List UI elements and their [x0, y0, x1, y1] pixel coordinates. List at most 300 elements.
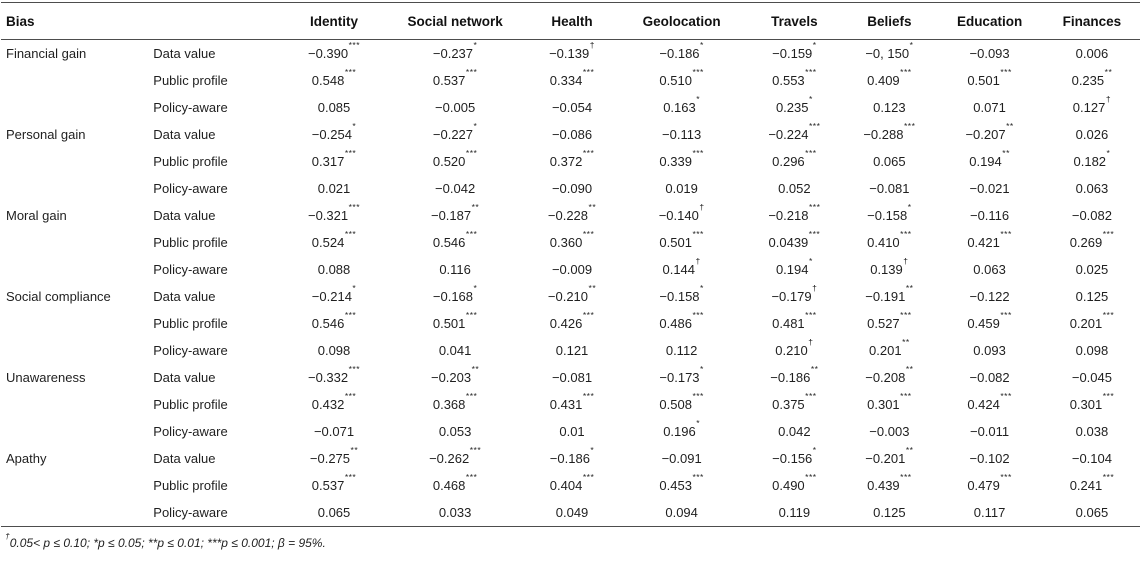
significance-marker: *** — [900, 472, 912, 483]
cell-value: 0.269 — [1069, 235, 1103, 250]
significance-marker: *** — [692, 67, 704, 78]
significance-marker: *** — [344, 229, 357, 240]
table-row — [1, 175, 1140, 202]
table-cell — [284, 283, 384, 310]
cell-value: 0.139 — [870, 262, 903, 277]
row-label: Data value — [153, 127, 216, 142]
cell-value: −0.203 — [430, 370, 472, 385]
cell-value: 0.375 — [772, 397, 805, 412]
cell-value: 0.071 — [973, 100, 1006, 115]
cell-value: −0.042 — [435, 181, 476, 196]
table-cell — [284, 310, 384, 337]
table-cell — [843, 364, 935, 391]
table-cell — [618, 229, 745, 256]
table-cell — [745, 94, 843, 121]
significance-marker: ** — [810, 364, 819, 375]
table-row — [1, 337, 1140, 364]
table-cell — [526, 148, 618, 175]
column-header: Education — [935, 3, 1044, 40]
significance-marker: *** — [344, 391, 357, 402]
table-cell — [384, 499, 526, 527]
significance-marker: * — [909, 40, 914, 51]
table-cell — [618, 283, 745, 310]
table-cell — [284, 148, 384, 175]
table-cell — [618, 310, 745, 337]
cell-value: 0.468 — [432, 478, 466, 493]
table-cell — [843, 229, 935, 256]
row-label: Public profile — [153, 316, 228, 331]
table-cell — [526, 337, 618, 364]
cell-value: 0.537 — [311, 478, 345, 493]
row-label: Data value — [153, 46, 216, 61]
table-cell — [384, 364, 526, 391]
cell-value: −0.191 — [865, 289, 906, 304]
table-cell — [618, 175, 745, 202]
cell-value: 0.006 — [1075, 46, 1109, 61]
table-cell — [526, 256, 618, 283]
table-cell — [843, 40, 935, 68]
cell-value: 0.501 — [967, 73, 1000, 88]
significance-marker: *** — [1102, 472, 1115, 483]
significance-marker: *** — [805, 148, 817, 159]
table-cell — [745, 337, 843, 364]
significance-marker: ** — [588, 283, 597, 294]
significance-marker: ** — [471, 202, 480, 213]
cell-value: −0.139 — [549, 46, 590, 61]
cell-value: 0.301 — [867, 397, 900, 412]
cell-value: 0.019 — [665, 181, 698, 196]
cell-value: 0.112 — [665, 343, 698, 358]
cell-value: −0.207 — [965, 127, 1006, 142]
significance-marker: *** — [808, 229, 821, 240]
cell-value: −0.237 — [432, 46, 474, 61]
cell-value: −0.186 — [770, 370, 811, 385]
significance-marker: *** — [344, 67, 357, 78]
significance-marker: *** — [582, 310, 595, 321]
row-label: Policy-aware — [150, 499, 284, 527]
table-row — [1, 364, 1140, 391]
table-cell — [745, 445, 843, 472]
significance-marker: ** — [1104, 67, 1113, 78]
significance-marker: *** — [582, 391, 595, 402]
cell-value: 0.163 — [663, 100, 696, 115]
bias-group-label: Social compliance — [6, 289, 111, 304]
table-row — [1, 256, 1140, 283]
bias-group-label — [1, 337, 150, 364]
row-label: Public profile — [153, 478, 228, 493]
significance-marker: † — [695, 256, 701, 267]
table-cell — [618, 202, 745, 229]
cell-value: −0.254 — [311, 127, 352, 142]
table-cell — [745, 67, 843, 94]
cell-value: −0.158 — [659, 289, 700, 304]
cell-value: −0.208 — [865, 370, 906, 385]
table-cell — [1044, 175, 1140, 202]
table-cell — [384, 229, 526, 256]
cell-value: −0.201 — [865, 451, 906, 466]
bias-group-label — [1, 148, 150, 175]
table-cell — [935, 418, 1044, 445]
significance-marker: *** — [692, 229, 704, 240]
table-cell — [284, 445, 384, 472]
column-header: Health — [526, 3, 618, 40]
table-cell — [526, 391, 618, 418]
cell-value: 0.410 — [867, 235, 900, 250]
significance-marker: *** — [805, 310, 817, 321]
table-cell — [1044, 445, 1140, 472]
significance-marker: * — [700, 40, 704, 51]
footnote-text: 0.05< p ≤ 0.10; *p ≤ 0.05; **p ≤ 0.01; ***p ≤ 0.001; β = 95%. — [9, 536, 326, 550]
table-header-row — [1, 3, 1140, 40]
table-cell — [1044, 229, 1140, 256]
bias-group-label — [1, 229, 150, 256]
row-label: Policy-aware — [153, 343, 228, 358]
table-cell — [745, 418, 843, 445]
table-cell — [1044, 256, 1140, 283]
significance-marker: *** — [344, 472, 357, 483]
row-label: Public profile — [153, 235, 228, 250]
table-cell — [1044, 499, 1140, 527]
bias-group-label: Unawareness — [6, 370, 86, 385]
cell-value: 0.201 — [1069, 316, 1103, 331]
cell-value: 0.144 — [662, 262, 696, 277]
cell-value: 0.049 — [555, 505, 589, 520]
cell-value: 0.052 — [778, 181, 811, 196]
table-cell — [526, 472, 618, 499]
cell-value: 0.424 — [967, 397, 1000, 412]
table-cell — [284, 364, 384, 391]
cell-value: −0.093 — [969, 46, 1010, 61]
significance-marker: *** — [1102, 310, 1115, 321]
cell-value: 0.117 — [973, 505, 1006, 520]
table-cell — [745, 40, 843, 68]
table-cell — [1044, 148, 1140, 175]
table-cell — [1044, 67, 1140, 94]
table-row — [1, 310, 1140, 337]
table-cell — [284, 337, 384, 364]
table-row — [1, 40, 1140, 68]
cell-value: −0.168 — [432, 289, 474, 304]
cell-value: −0.158 — [867, 208, 908, 223]
cell-value: 0.501 — [432, 316, 466, 331]
bias-group-label — [1, 175, 150, 202]
cell-value: 0.235 — [1071, 73, 1105, 88]
cell-value: 0.026 — [1075, 127, 1109, 142]
table-cell — [935, 256, 1044, 283]
significance-marker: ** — [588, 202, 597, 213]
cell-value: 0.501 — [659, 235, 692, 250]
significance-marker: † — [589, 40, 595, 51]
cell-value: 0.098 — [317, 343, 351, 358]
cell-value: 0.508 — [659, 397, 692, 412]
table-cell — [384, 391, 526, 418]
cell-value: −0, 150 — [865, 46, 910, 61]
table-cell — [618, 472, 745, 499]
table-cell — [526, 229, 618, 256]
table-cell — [526, 283, 618, 310]
table-cell — [935, 40, 1044, 68]
column-header-bias: Bias — [1, 3, 150, 40]
cell-value: −0.011 — [969, 424, 1010, 439]
significance-marker: *** — [808, 121, 821, 132]
cell-value: 0.125 — [873, 505, 906, 520]
significance-marker: * — [700, 283, 704, 294]
table-cell — [284, 67, 384, 94]
cell-value: 0.01 — [559, 424, 585, 439]
table-cell — [935, 364, 1044, 391]
cell-value: 0.121 — [555, 343, 589, 358]
bias-group-label — [1, 256, 150, 283]
significance-marker: * — [812, 40, 817, 51]
cell-value: 0.453 — [659, 478, 692, 493]
significance-marker: *** — [692, 148, 704, 159]
significance-marker: † — [903, 256, 909, 267]
cell-value: 0.201 — [869, 343, 902, 358]
table-cell — [745, 472, 843, 499]
significance-marker: ** — [471, 364, 480, 375]
cell-value: −0.122 — [969, 289, 1010, 304]
cell-value: 0.182 — [1073, 154, 1107, 169]
table-cell — [284, 499, 384, 527]
significance-marker: *** — [344, 310, 357, 321]
significance-marker: *** — [465, 472, 478, 483]
cell-value: −0.159 — [772, 46, 813, 61]
cell-value: 0.548 — [311, 73, 345, 88]
significance-marker: † — [1105, 94, 1112, 105]
cell-value: 0.339 — [659, 154, 692, 169]
significance-marker: ** — [350, 445, 359, 456]
table-cell — [384, 121, 526, 148]
table-cell — [384, 40, 526, 68]
table-cell — [526, 499, 618, 527]
row-label: Policy-aware — [153, 181, 228, 196]
table-cell — [1044, 94, 1140, 121]
bias-group-label: Moral gain — [6, 208, 67, 223]
cell-value: 0.241 — [1069, 478, 1103, 493]
cell-value: 0.119 — [778, 505, 811, 520]
table-cell — [1044, 472, 1140, 499]
cell-value: −0.102 — [969, 451, 1010, 466]
table-cell — [935, 472, 1044, 499]
table-cell — [843, 175, 935, 202]
table-cell — [843, 445, 935, 472]
cell-value: −0.262 — [429, 451, 470, 466]
table-cell — [526, 364, 618, 391]
table-cell — [843, 391, 935, 418]
footnote-dagger-marker: † — [5, 530, 10, 541]
cell-value: 0.194 — [969, 154, 1002, 169]
table-cell — [1044, 337, 1140, 364]
table-cell — [618, 337, 745, 364]
table-cell — [384, 283, 526, 310]
table-row — [1, 472, 1140, 499]
cell-value: −0.187 — [430, 208, 472, 223]
cell-value: −0.186 — [659, 46, 700, 61]
table-cell — [745, 364, 843, 391]
table-cell — [745, 283, 843, 310]
significance-marker: * — [590, 445, 595, 456]
cell-value: 0.426 — [549, 316, 583, 331]
significance-marker: *** — [469, 445, 482, 456]
table-cell — [935, 229, 1044, 256]
column-header — [150, 3, 284, 40]
cell-value: 0.125 — [1075, 289, 1109, 304]
table-cell — [843, 337, 935, 364]
cell-value: 0.486 — [659, 316, 692, 331]
table-cell — [526, 445, 618, 472]
table-cell — [384, 418, 526, 445]
cell-value: 0.127 — [1072, 100, 1106, 115]
table-cell — [935, 94, 1044, 121]
significance-marker: ** — [905, 364, 914, 375]
table-cell — [843, 472, 935, 499]
bias-group-label: Personal gain — [6, 127, 86, 142]
cell-value: 0.317 — [311, 154, 345, 169]
cell-value: −0.081 — [551, 370, 593, 385]
table-cell — [526, 175, 618, 202]
table-cell — [618, 67, 745, 94]
table-cell — [935, 283, 1044, 310]
significance-marker: *** — [1000, 391, 1012, 402]
table-cell — [526, 202, 618, 229]
row-label: Policy-aware — [153, 424, 228, 439]
significance-marker: ** — [1002, 148, 1010, 159]
table-cell — [1044, 391, 1140, 418]
table-cell — [745, 310, 843, 337]
table-cell — [284, 121, 384, 148]
column-header: Identity — [284, 3, 384, 40]
table-row — [1, 418, 1140, 445]
cell-value: 0.093 — [973, 343, 1006, 358]
cell-value: 0.372 — [549, 154, 583, 169]
significance-marker: *** — [465, 148, 478, 159]
table-cell — [526, 94, 618, 121]
significance-marker: * — [352, 283, 357, 294]
cell-value: −0.288 — [863, 127, 904, 142]
table-cell — [843, 418, 935, 445]
cell-value: −0.275 — [309, 451, 351, 466]
cell-value: 0.421 — [967, 235, 1000, 250]
cell-value: 0.085 — [317, 100, 351, 115]
cell-value: 0.065 — [317, 505, 351, 520]
significance-marker: * — [808, 94, 813, 105]
cell-value: 0.038 — [1075, 424, 1109, 439]
row-label: Public profile — [153, 154, 228, 169]
table-row — [1, 391, 1140, 418]
significance-marker: *** — [1000, 229, 1012, 240]
cell-value: −0.332 — [307, 370, 349, 385]
table-cell — [618, 40, 745, 68]
cell-value: 0.235 — [775, 100, 809, 115]
significance-marker: *** — [1000, 310, 1012, 321]
cell-value: 0.210 — [775, 343, 808, 358]
table-cell — [284, 175, 384, 202]
table-cell — [284, 40, 384, 68]
significance-marker: *** — [805, 391, 817, 402]
table-row — [1, 229, 1140, 256]
table-row — [1, 283, 1140, 310]
table-row — [1, 121, 1140, 148]
cell-value: 0.479 — [967, 478, 1000, 493]
table-cell — [1044, 40, 1140, 68]
cell-value: −0.003 — [869, 424, 910, 439]
significance-marker: *** — [692, 391, 704, 402]
cell-value: −0.156 — [772, 451, 813, 466]
table-cell — [284, 229, 384, 256]
table-cell — [284, 472, 384, 499]
cell-value: −0.224 — [768, 127, 809, 142]
cell-value: −0.104 — [1071, 451, 1112, 466]
significance-marker: *** — [344, 148, 357, 159]
table-cell — [843, 148, 935, 175]
table-cell — [618, 418, 745, 445]
table-cell — [843, 202, 935, 229]
cell-value: 0.546 — [311, 316, 345, 331]
table-cell — [745, 256, 843, 283]
cell-value: −0.227 — [432, 127, 474, 142]
significance-marker: * — [700, 364, 704, 375]
bias-group-label — [1, 391, 150, 418]
cell-value: −0.390 — [307, 46, 349, 61]
significance-marker: *** — [465, 391, 478, 402]
cell-value: 0.098 — [1075, 343, 1109, 358]
cell-value: 0.490 — [772, 478, 805, 493]
cell-value: −0.082 — [1071, 208, 1112, 223]
significance-marker: † — [812, 283, 818, 294]
table-cell — [843, 121, 935, 148]
significance-marker: *** — [582, 148, 595, 159]
significance-marker: * — [473, 283, 478, 294]
table-cell — [526, 121, 618, 148]
significance-marker: *** — [903, 121, 916, 132]
significance-marker: *** — [465, 310, 478, 321]
significance-marker: ** — [902, 337, 910, 348]
table-cell — [935, 391, 1044, 418]
significance-marker: *** — [465, 229, 478, 240]
table-cell — [745, 148, 843, 175]
table-cell — [745, 499, 843, 527]
cell-value: −0.173 — [659, 370, 700, 385]
table-cell — [935, 337, 1044, 364]
cell-value: −0.081 — [869, 181, 910, 196]
table-cell — [843, 283, 935, 310]
cell-value: 0.520 — [432, 154, 466, 169]
cell-value: −0.090 — [551, 181, 593, 196]
table-cell — [618, 499, 745, 527]
bias-group-label — [1, 418, 150, 445]
cell-value: −0.005 — [435, 100, 476, 115]
cell-value: 0.431 — [549, 397, 583, 412]
significance-marker: *** — [348, 364, 361, 375]
significance-marker: *** — [348, 40, 361, 51]
table-cell — [384, 94, 526, 121]
column-header: Finances — [1044, 3, 1140, 40]
cell-value: 0.527 — [867, 316, 900, 331]
table-row — [1, 67, 1140, 94]
cell-value: 0.063 — [1075, 181, 1109, 196]
table-cell — [843, 499, 935, 527]
table-cell — [745, 175, 843, 202]
cell-value: 0.553 — [772, 73, 805, 88]
bias-group-label — [1, 67, 150, 94]
table-cell — [618, 148, 745, 175]
cell-value: −0.140 — [658, 208, 699, 223]
table-row — [1, 202, 1140, 229]
cell-value: −0.179 — [771, 289, 812, 304]
significance-marker: *** — [465, 67, 478, 78]
significance-marker: * — [1106, 148, 1111, 159]
table-cell — [935, 67, 1044, 94]
